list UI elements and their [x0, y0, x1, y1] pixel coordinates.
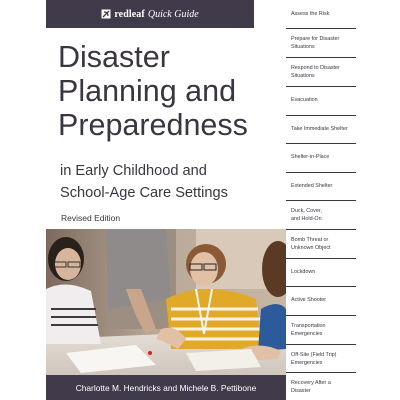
chapter-tab	[286, 143, 356, 172]
chapter-tab-label: Recovery After a Disaster	[291, 380, 331, 394]
chapter-tab	[286, 115, 356, 143]
title-line: Disaster	[58, 40, 170, 74]
classroom-photo-image	[46, 229, 286, 375]
chapter-tab-label: Lockdown	[291, 269, 316, 275]
chapter-tab	[286, 86, 356, 115]
chapter-tab	[286, 315, 356, 344]
cover-photo	[46, 229, 286, 375]
series-name: Quick Guide	[147, 8, 199, 20]
chapter-tab	[286, 172, 356, 200]
chapter-tab-label: Prepare for Disaster Situations	[291, 36, 340, 50]
publisher-banner	[46, 0, 254, 28]
chapter-tab-label: Active Shooter	[291, 297, 327, 303]
chapter-tab-label: Take Immediate Shelter	[291, 126, 348, 132]
chapter-tab	[286, 372, 356, 400]
chapter-tab-label: Shelter-in-Place	[291, 154, 330, 160]
chapter-tab	[286, 28, 356, 57]
chapter-tab	[286, 286, 356, 315]
subtitle-line: in Early Childhood and	[60, 163, 207, 179]
publisher-name: redleaf	[114, 8, 145, 20]
authors-banner	[46, 375, 286, 400]
chapter-tab-label: Duck, Cover, and Hold-On	[291, 208, 322, 222]
chapter-tab-label: Extended Shelter	[291, 183, 333, 189]
chapter-tab-label: Bomb Threat or Unknown Object	[291, 237, 331, 251]
title-line: Preparedness	[58, 108, 248, 142]
chapter-tab	[286, 344, 356, 372]
chapter-tab-label: Assess the Risk	[291, 11, 330, 17]
chapter-tab	[286, 200, 356, 229]
chapter-tab	[286, 0, 356, 28]
book-subtitle	[60, 160, 270, 204]
authors-text: Charlotte M. Hendricks and Michele B. Pettibone	[75, 382, 257, 393]
leaf-logo-icon	[101, 9, 111, 19]
title-line: Planning and	[58, 74, 237, 108]
chapter-tab-label: Transportation Emergencies	[291, 323, 326, 337]
chapter-tab	[286, 229, 356, 258]
chapter-tab-label: Off-Site (Field Trip) Emergencies	[291, 352, 337, 366]
chapter-tab-label: Evacuation	[291, 97, 318, 103]
chapter-tab-label: Respond to Disaster Situations	[291, 65, 340, 79]
book-title	[58, 40, 268, 142]
subtitle-line: School-Age Care Settings	[60, 185, 228, 201]
chapter-tab-list	[286, 0, 356, 400]
chapter-tab	[286, 258, 356, 286]
chapter-tab	[286, 57, 356, 86]
edition-label: Revised Edition	[61, 213, 121, 223]
